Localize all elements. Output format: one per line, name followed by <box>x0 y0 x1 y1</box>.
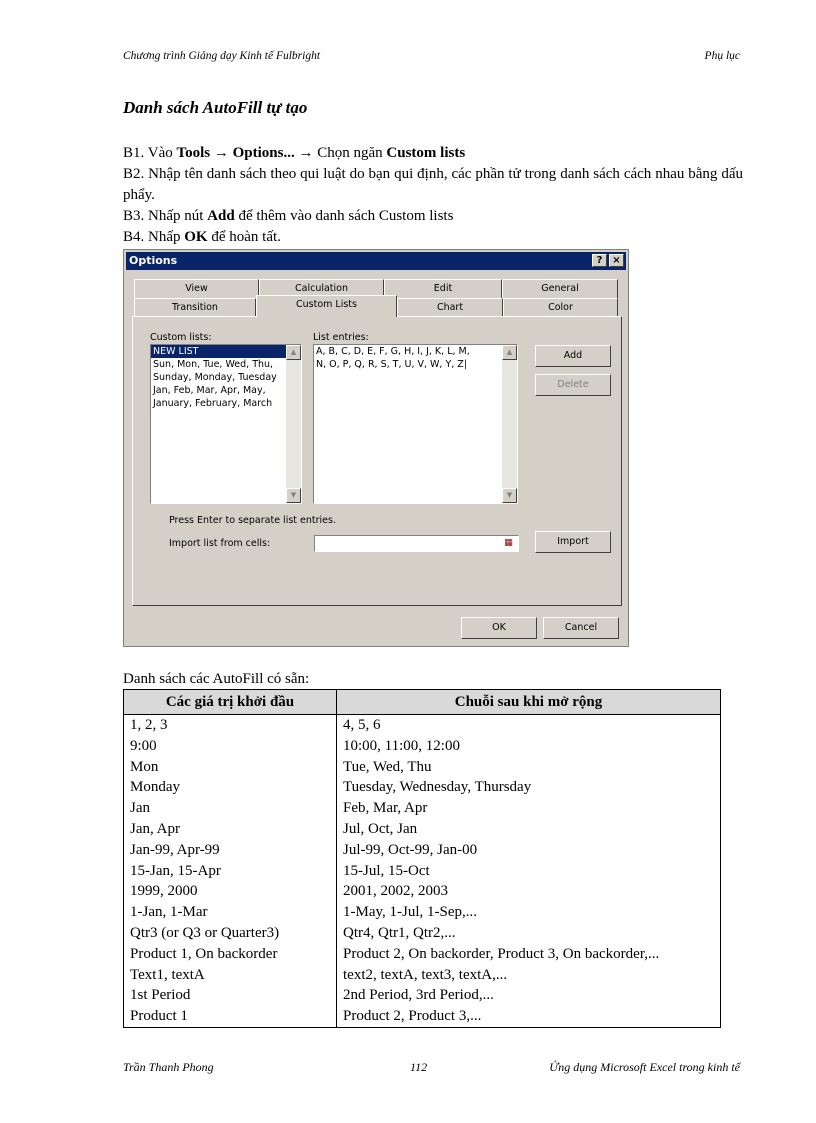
table-row <box>124 757 721 778</box>
table-row <box>124 798 721 819</box>
scroll-down-icon[interactable]: ▼ <box>502 488 517 503</box>
table-row <box>124 923 721 944</box>
dialog-title: Options <box>129 254 178 267</box>
start-value-cell: 15-Jan, 15-Apr <box>124 861 337 882</box>
custom-list-item[interactable]: Sun, Mon, Tue, Wed, Thu, <box>153 359 274 370</box>
start-value-cell: Text1, textA <box>124 965 337 986</box>
custom-list-item[interactable]: Jan, Feb, Mar, Apr, May, <box>153 385 266 396</box>
tab-transition[interactable]: Transition <box>134 298 256 317</box>
close-button[interactable]: × <box>609 254 624 267</box>
steps <box>123 143 743 248</box>
list-entries-textbox[interactable] <box>313 344 518 504</box>
table-row <box>124 715 721 736</box>
column-header: Các giá trị khởi đầu <box>124 690 337 715</box>
table-row <box>124 819 721 840</box>
column-header: Chuỗi sau khi mở rộng <box>337 690 721 715</box>
extended-series-cell: Qtr4, Qtr1, Qtr2,... <box>337 923 721 944</box>
import-label: Import list from cells: <box>169 538 271 549</box>
list-entries-line: N, O, P, Q, R, S, T, U, V, W, Y, Z| <box>316 359 468 370</box>
extended-series-cell: Product 2, Product 3,... <box>337 1006 721 1027</box>
start-value-cell: Qtr3 (or Q3 or Quarter3) <box>124 923 337 944</box>
header-left: Chương trình Giảng dạy Kinh tế Fulbright <box>123 50 321 62</box>
start-value-cell: 1, 2, 3 <box>124 715 337 736</box>
extended-series-cell: 2nd Period, 3rd Period,... <box>337 985 721 1006</box>
extended-series-cell: text2, textA, text3, textA,... <box>337 965 721 986</box>
custom-lists-listbox[interactable] <box>150 344 302 504</box>
import-range-input[interactable] <box>314 535 519 552</box>
range-picker-icon[interactable]: ▦ <box>504 538 513 548</box>
tab-chart[interactable]: Chart <box>397 298 503 317</box>
import-button[interactable]: Import <box>535 531 611 553</box>
list-entries-line: A, B, C, D, E, F, G, H, I, J, K, L, M, <box>316 346 470 357</box>
extended-series-cell: Product 2, On backorder, Product 3, On backorder,... <box>337 944 721 965</box>
options-dialog <box>123 249 629 647</box>
table-row <box>124 902 721 923</box>
scroll-up-icon[interactable]: ▲ <box>286 345 301 360</box>
page-number: 112 <box>410 1060 428 1074</box>
custom-list-item[interactable]: January, February, March <box>153 398 273 409</box>
extended-series-cell: Tuesday, Wednesday, Thursday <box>337 777 721 798</box>
table-row <box>124 736 721 757</box>
tab-custom-lists[interactable]: Custom Lists <box>256 295 397 317</box>
start-value-cell: 1-Jan, 1-Mar <box>124 902 337 923</box>
list-entries-scrollbar[interactable] <box>502 345 517 503</box>
step-3: B3. Nhấp nút Add để thêm vào danh sách Custom lists <box>123 208 454 224</box>
delete-button[interactable]: Delete <box>535 374 611 396</box>
extended-series-cell: Feb, Mar, Apr <box>337 798 721 819</box>
extended-series-cell: 4, 5, 6 <box>337 715 721 736</box>
scroll-down-icon[interactable]: ▼ <box>286 488 301 503</box>
tab-general[interactable]: General <box>502 279 618 298</box>
table-row <box>124 777 721 798</box>
extended-series-cell: 10:00, 11:00, 12:00 <box>337 736 721 757</box>
tab-view[interactable]: View <box>134 279 259 298</box>
table-row <box>124 965 721 986</box>
table-row <box>124 985 721 1006</box>
custom-lists-label: Custom lists: <box>150 332 212 343</box>
tab-calculation[interactable]: Calculation <box>259 279 384 298</box>
hint-text: Press Enter to separate list entries. <box>169 515 336 526</box>
table-row <box>124 944 721 965</box>
footer-book-title: Ứng dụng Microsoft Excel trong kinh tế <box>549 1060 740 1074</box>
start-value-cell: Jan <box>124 798 337 819</box>
help-button[interactable]: ? <box>592 254 607 267</box>
start-value-cell: 1999, 2000 <box>124 881 337 902</box>
extended-series-cell: Jul, Oct, Jan <box>337 819 721 840</box>
tab-edit[interactable]: Edit <box>384 279 502 298</box>
step-1: B1. Vào Tools → Options... → Chọn ngăn Custom lists <box>123 145 466 161</box>
extended-series-cell: Tue, Wed, Thu <box>337 757 721 778</box>
start-value-cell: Jan-99, Apr-99 <box>124 840 337 861</box>
custom-lists-scrollbar[interactable] <box>286 345 301 503</box>
extended-series-cell: Jul-99, Oct-99, Jan-00 <box>337 840 721 861</box>
add-button[interactable]: Add <box>535 345 611 367</box>
scroll-up-icon[interactable]: ▲ <box>502 345 517 360</box>
table-caption: Danh sách các AutoFill có sẵn: <box>123 671 310 687</box>
list-entries-label: List entries: <box>313 332 369 343</box>
table-row <box>124 881 721 902</box>
extended-series-cell: 2001, 2002, 2003 <box>337 881 721 902</box>
custom-list-item[interactable]: NEW LIST <box>151 345 301 358</box>
step-2: B2. Nhập tên danh sách theo qui luật do bạn qui định, các phần tử trong danh sách cách nhau bằng dấu phẩy. <box>123 166 743 203</box>
start-value-cell: 1st Period <box>124 985 337 1006</box>
table-row <box>124 840 721 861</box>
table-row <box>124 861 721 882</box>
extended-series-cell: 1-May, 1-Jul, 1-Sep,... <box>337 902 721 923</box>
section-title: Danh sách AutoFill tự tạo <box>123 98 308 117</box>
custom-list-item[interactable]: Sunday, Monday, Tuesday <box>153 372 277 383</box>
start-value-cell: Monday <box>124 777 337 798</box>
table-row <box>124 1006 721 1027</box>
start-value-cell: Product 1, On backorder <box>124 944 337 965</box>
header-right: Phụ lục <box>704 50 740 62</box>
extended-series-cell: 15-Jul, 15-Oct <box>337 861 721 882</box>
tab-color[interactable]: Color <box>503 298 618 317</box>
footer-author: Trần Thanh Phong <box>123 1060 214 1074</box>
ok-button[interactable]: OK <box>461 617 537 639</box>
cancel-button[interactable]: Cancel <box>543 617 619 639</box>
autofill-table <box>123 689 721 1028</box>
start-value-cell: Mon <box>124 757 337 778</box>
step-4: B4. Nhấp OK để hoàn tất. <box>123 229 281 245</box>
dialog-title-bar <box>126 252 626 270</box>
start-value-cell: Product 1 <box>124 1006 337 1027</box>
start-value-cell: Jan, Apr <box>124 819 337 840</box>
start-value-cell: 9:00 <box>124 736 337 757</box>
